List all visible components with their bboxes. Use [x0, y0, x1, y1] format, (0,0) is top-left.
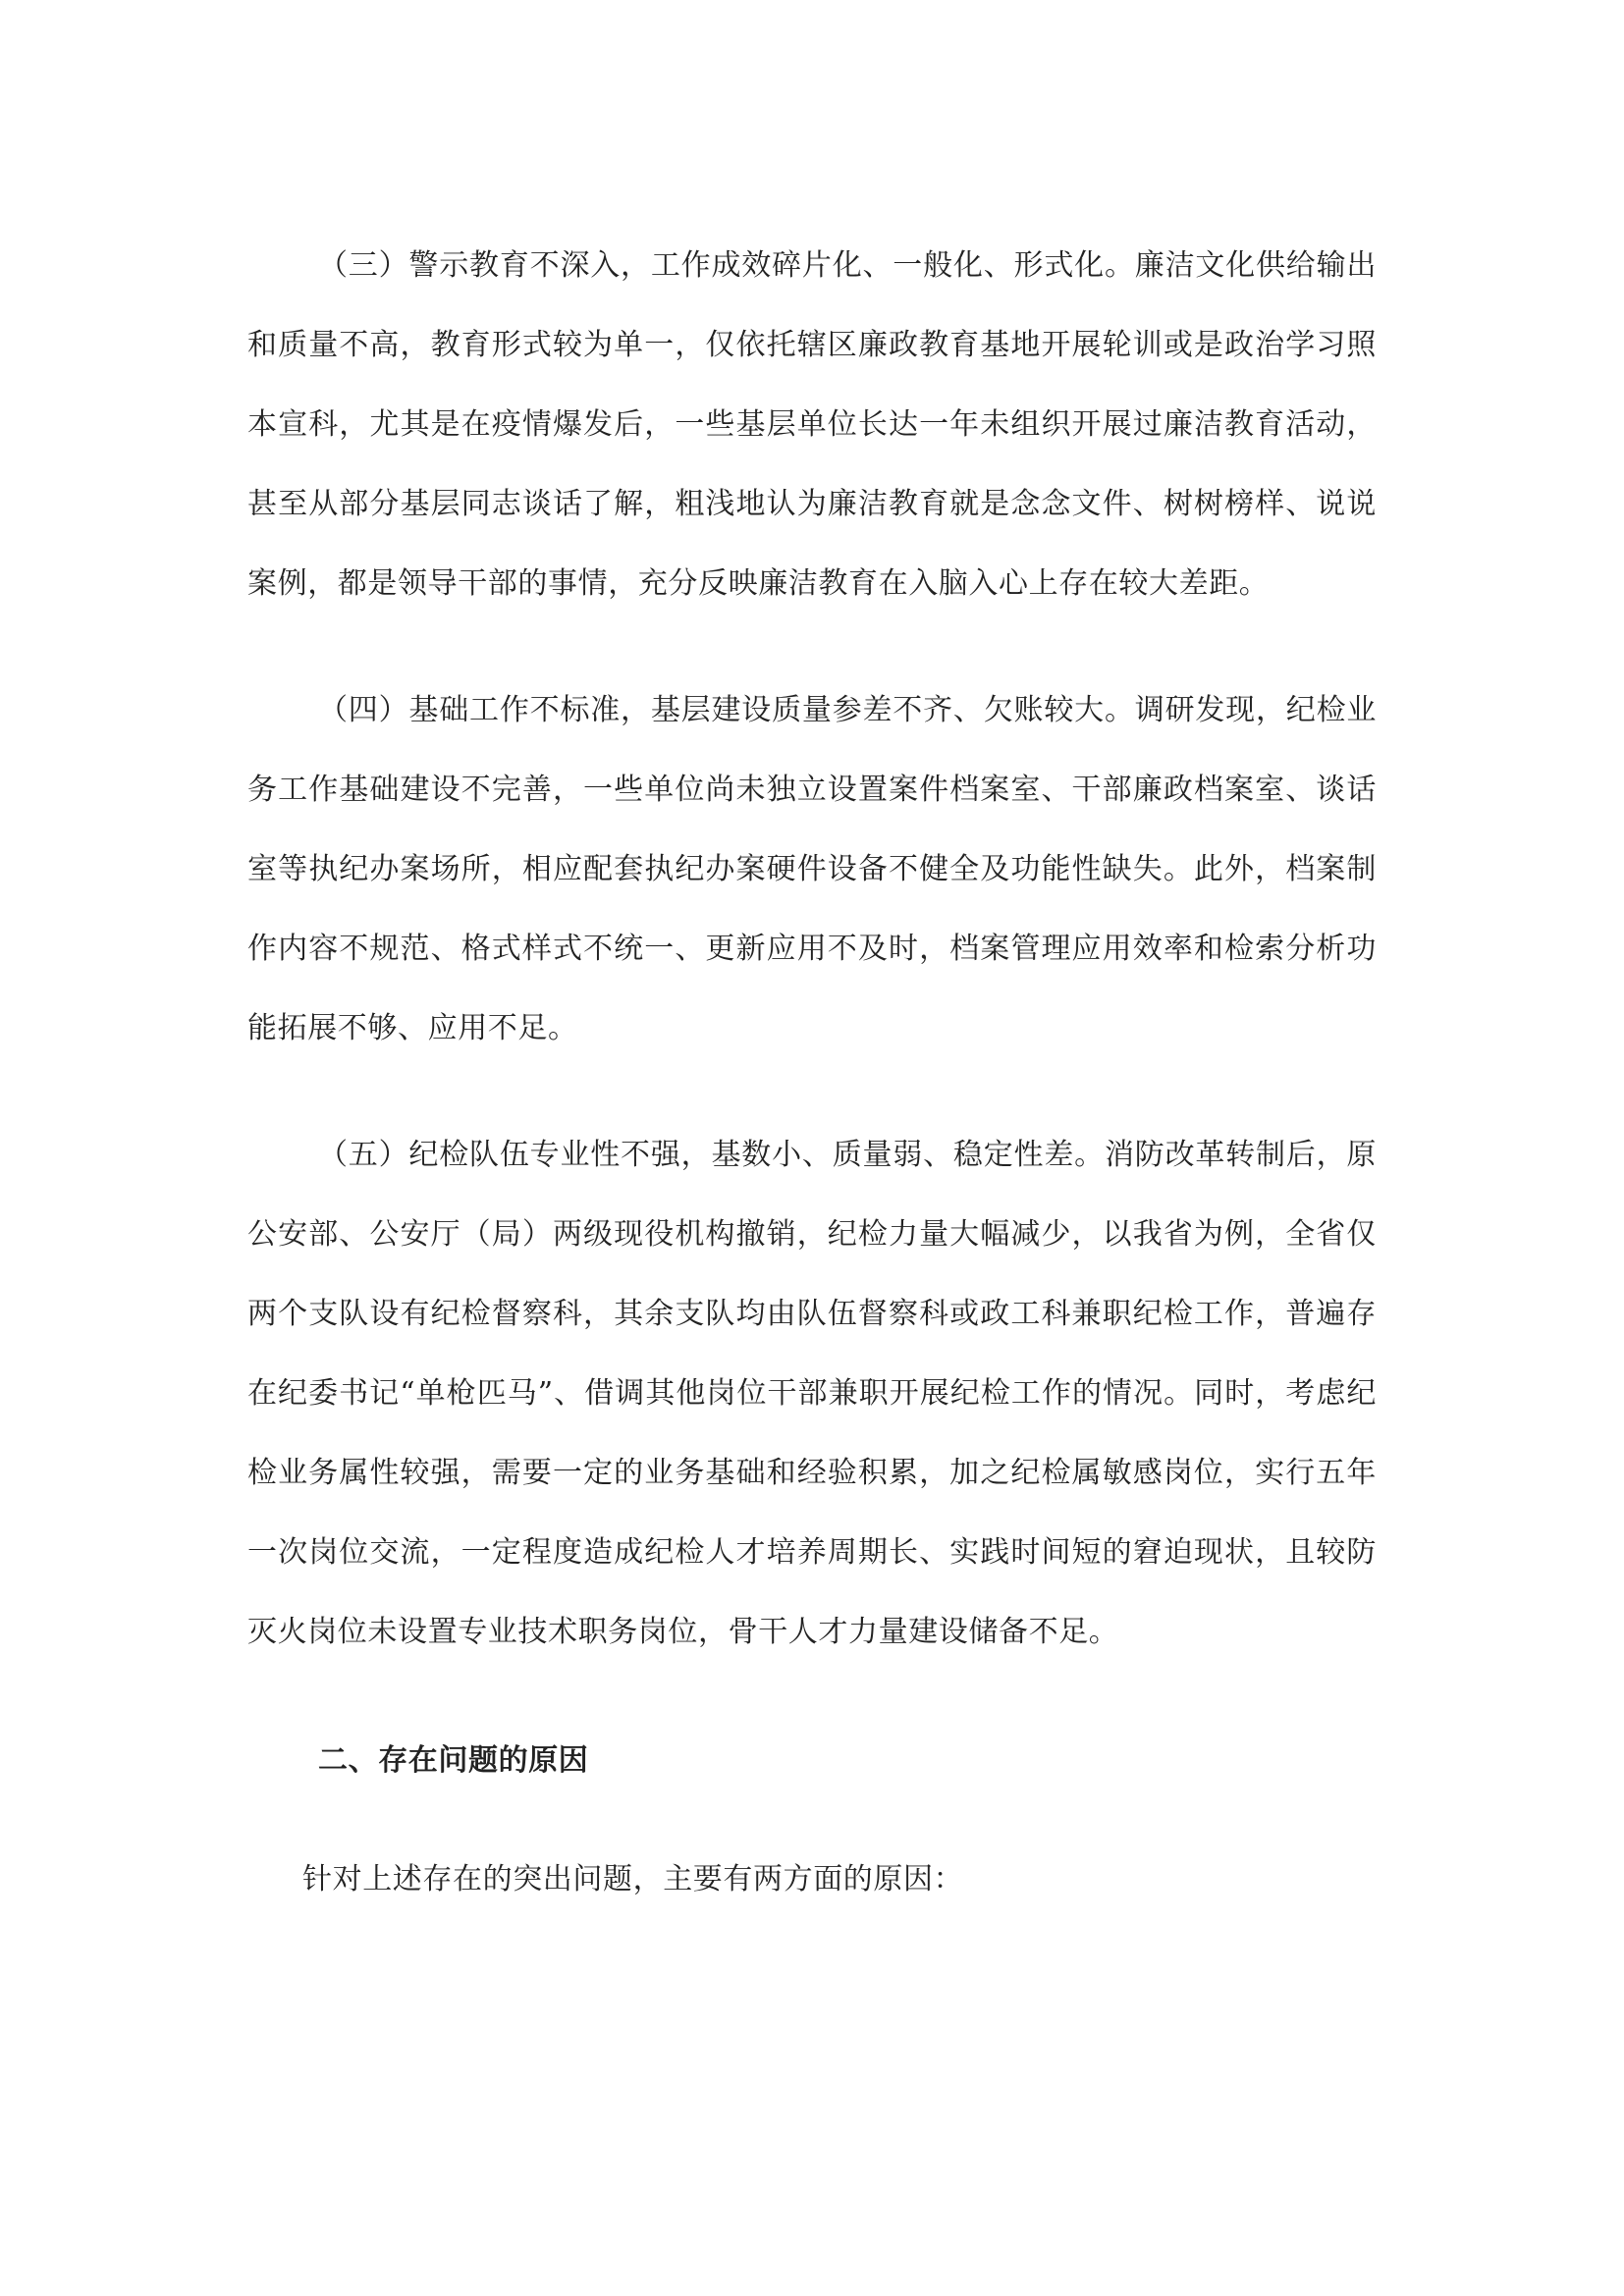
document-body	[247, 226, 1377, 1919]
paragraph-basic-work: （四）基础工作不标准，基层建设质量参差不齐、欠账较大。调研发现，纪检业务工作基础建设不完善，一些单位尚未独立设置案件档案室、干部廉政档案室、谈话室等执纪办案场所，相应配套执纪办案硬件设备不健全及功能性缺失。此外，档案制作内容不规范、格式样式不统一、更新应用不及时，档案管理应用效率和检索分析功能拓展不够、应用不足。	[247, 693, 1377, 1045]
section-heading-causes: 二、存在问题的原因	[318, 1743, 589, 1778]
paragraph-causes-intro: 针对上述存在的突出问题，主要有两方面的原因：	[302, 1862, 964, 1896]
paragraph-discipline-team: （五）纪检队伍专业性不强，基数小、质量弱、稳定性差。消防改革转制后，原公安部、公安厅（局）两级现役机构撤销，纪检力量大幅减少，以我省为例，全省仅两个支队设有纪检督察科，其余支队均由队伍督察科或政工科兼职纪检工作，普遍存在纪委书记“单枪匹马”、借调其他岗位干部兼职开展纪检工作的情况。同时，考虑纪检业务属性较强，需要一定的业务基础和经验积累，加之纪检属敏感岗位，实行五年一次岗位交流，一定程度造成纪检人才培养周期长、实践时间短的窘迫现状，且较防灭火岗位未设置专业技术职务岗位，骨干人才力量建设储备不足。	[247, 1138, 1377, 1649]
paragraph-warning-education: （三）警示教育不深入，工作成效碎片化、一般化、形式化。廉洁文化供给输出和质量不高，教育形式较为单一，仅依托辖区廉政教育基地开展轮训或是政治学习照本宣科，尤其是在疫情爆发后，一些基层单位长达一年未组织开展过廉洁教育活动，甚至从部分基层同志谈话了解，粗浅地认为廉洁教育就是念念文件、树树榜样、说说案例，都是领导干部的事情，充分反映廉洁教育在入脑入心上存在较大差距。	[247, 248, 1377, 601]
